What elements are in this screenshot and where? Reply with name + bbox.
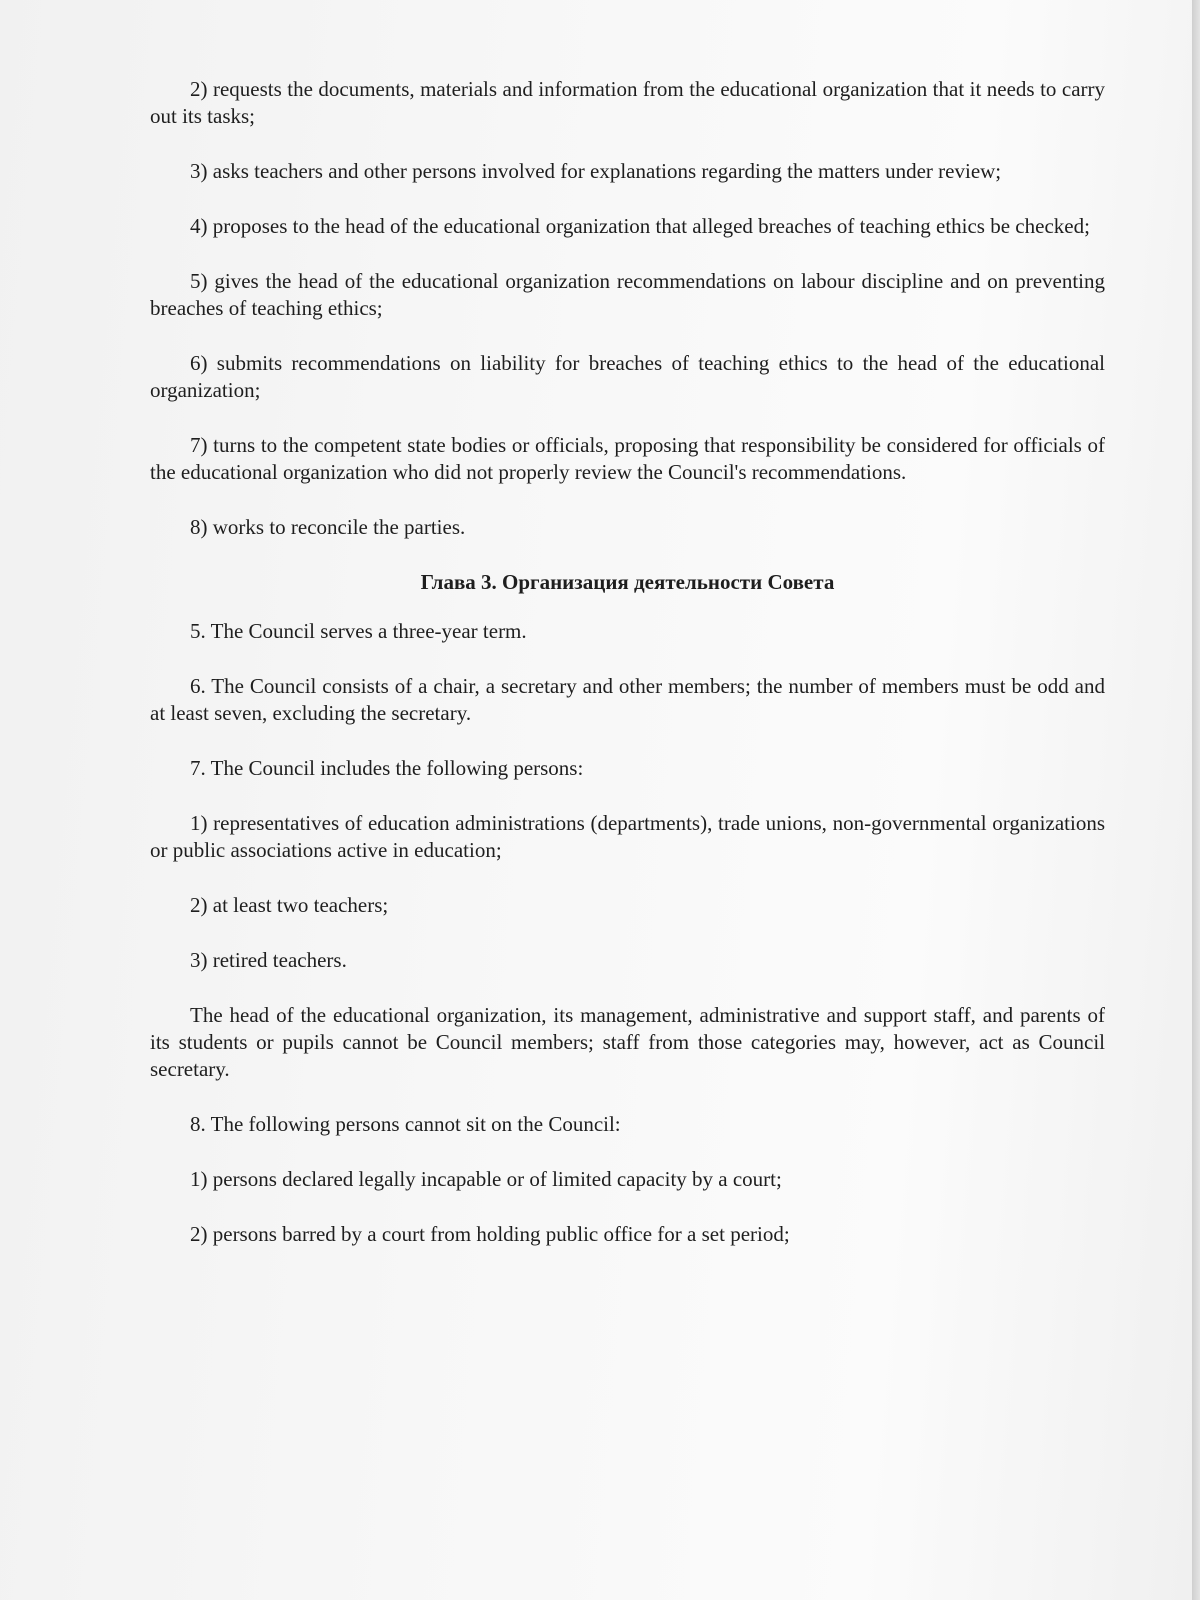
paragraph-section-6: 6. The Council consists of a chair, a secretary and other members; the number of members must be odd and at least seven, excluding the secretary. [150,674,1105,725]
paragraph-section-7-item-1: 1) representatives of education administrations (departments), trade unions, non-governmental organizations or public associations active in education; [150,811,1105,862]
paragraph-section-5: 5. The Council serves a three-year term. [190,619,527,643]
paragraph-item-4: 4) proposes to the head of the educational organization that alleged breaches of teaching ethics be checked; [190,214,1090,238]
paragraph-section-7: 7. The Council includes the following persons: [190,756,584,780]
paragraph-item-2: 2) requests the documents, materials and information from the educational organization that it needs to carry out its tasks; [150,77,1105,128]
page-edge [1192,0,1200,1600]
paragraph-exclusions-note: The head of the educational organization, its management, administrative and support staff, and parents of its students or pupils cannot be Council members; staff from those categories may, however, act as Council secretary. [150,1003,1105,1081]
paragraph-section-7-item-3: 3) retired teachers. [190,948,347,972]
paragraph-item-3: 3) asks teachers and other persons involved for explanations regarding the matters under review; [190,159,1002,183]
chapter-heading: Глава 3. Организация деятельности Совета [420,570,835,594]
paragraph-item-8: 8) works to reconcile the parties. [190,515,466,539]
paragraph-section-7-item-2: 2) at least two teachers; [190,893,389,917]
paragraph-item-7: 7) turns to the competent state bodies or officials, proposing that responsibility be considered for officials of the educational organization who did not properly review the Council's recommendations. [150,433,1105,484]
paragraph-item-5: 5) gives the head of the educational organization recommendations on labour discipline and on preventing breaches of teaching ethics; [150,269,1105,320]
paragraph-section-8-item-2: 2) persons barred by a court from holding public office for a set period; [190,1222,790,1246]
document-body [150,76,1105,1276]
paragraph-section-8-item-1: 1) persons declared legally incapable or of limited capacity by a court; [190,1167,782,1191]
paragraph-section-8: 8. The following persons cannot sit on the Council: [190,1112,621,1136]
paragraph-item-6: 6) submits recommendations on liability for breaches of teaching ethics to the head of the educational organization; [150,351,1105,402]
